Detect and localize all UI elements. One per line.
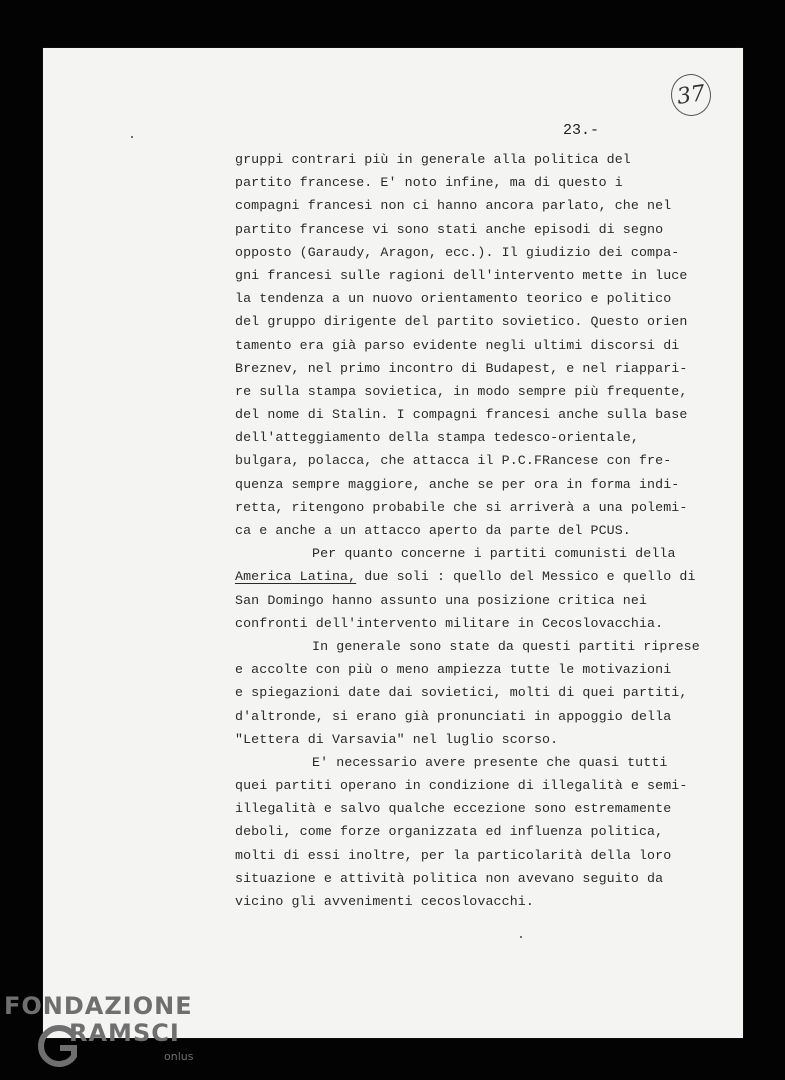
text-line: partito francese vi sono stati anche episodi di segno (235, 221, 664, 237)
text-line-rest: due soli : quello del Messico e quello di (356, 569, 696, 585)
text-line: quenza sempre maggiore, anche se per ora in forma indi- (235, 476, 680, 492)
text-line: vicino gli avvenimenti cecoslovacchi. (235, 894, 534, 909)
text-line: re sulla stampa sovietica, in modo sempre più frequente, (235, 383, 688, 399)
document-page (43, 48, 743, 1038)
text-line: opposto (Garaudy, Aragon, ecc.). Il giudizio dei compa- (235, 244, 680, 260)
text-line: gruppi contrari più in generale alla politica del (235, 152, 631, 167)
text-line: San Domingo hanno assunto una posizione critica nei (235, 592, 648, 608)
text-line: retta, ritengono probabile che si arriverà a una polemi- (235, 499, 688, 515)
text-line (235, 565, 715, 588)
fondazione-gramsci-watermark (4, 992, 204, 1072)
stray-mark (131, 136, 133, 138)
text-line: e accolte con più o meno ampiezza tutte le motivazioni (235, 662, 672, 678)
text-line: d'altronde, si erano già pronunciati in appoggio della (235, 708, 672, 724)
text-line: del gruppo dirigente del partito sovietico. Questo orien (235, 314, 688, 330)
stray-mark (520, 936, 522, 938)
page-number: 23.- (563, 122, 600, 139)
text-line: "Lettera di Varsavia" nel luglio scorso. (235, 731, 559, 747)
text-line: quei partiti operano in condizione di illegalità e semi- (235, 778, 688, 794)
text-line: compagni francesi non ci hanno ancora parlato, che nel (235, 198, 672, 214)
watermark-line2: RAMSCI (69, 1019, 180, 1047)
text-line: la tendenza a un nuovo orientamento teorico e politico (235, 291, 672, 307)
text-line: del nome di Stalin. I compagni francesi anche sulla base (235, 407, 688, 423)
archive-number-stamp (668, 71, 713, 118)
text-line: dell'atteggiamento della stampa tedesco-orientale, (235, 430, 639, 446)
typed-text-body (235, 148, 715, 913)
text-line: gni francesi sulle ragioni dell'intervento mette in luce (235, 267, 688, 283)
paragraph-start-line: Per quanto concerne i partiti comunisti della (312, 546, 676, 562)
text-line: tamento era già parso evidente negli ultimi discorsi di (235, 337, 680, 353)
text-line: illegalità e salvo qualche eccezione sono estremamente (235, 801, 672, 817)
watermark-suffix: onlus (164, 1050, 194, 1063)
text-line: partito francese. E' noto infine, ma di questo i (235, 175, 623, 191)
text-line: e spiegazioni date dai sovietici, molti di quei partiti, (235, 685, 688, 701)
text-line: molti di essi inoltre, per la particolarità della loro (235, 847, 672, 863)
text-line: ca e anche a un attacco aperto da parte del PCUS. (235, 523, 631, 538)
text-line: situazione e attività politica non avevano seguito da (235, 870, 664, 886)
paragraph-start-line: In generale sono state da questi partiti riprese (312, 638, 700, 654)
text-line: bulgara, polacca, che attacca il P.C.FRancese con fre- (235, 453, 672, 469)
paragraph-start-line: E' necessario avere presente che quasi tutti (312, 754, 668, 770)
underlined-phrase: America Latina, (235, 569, 357, 585)
text-line: Breznev, nel primo incontro di Budapest, e nel riappari- (235, 360, 688, 376)
text-line: deboli, come forze organizzata ed influenza politica, (235, 824, 664, 840)
text-line: confronti dell'intervento militare in Cecoslovacchia. (235, 615, 664, 631)
watermark-line1: FONDAZIONE (4, 992, 193, 1020)
archive-number: 37 (675, 80, 707, 110)
